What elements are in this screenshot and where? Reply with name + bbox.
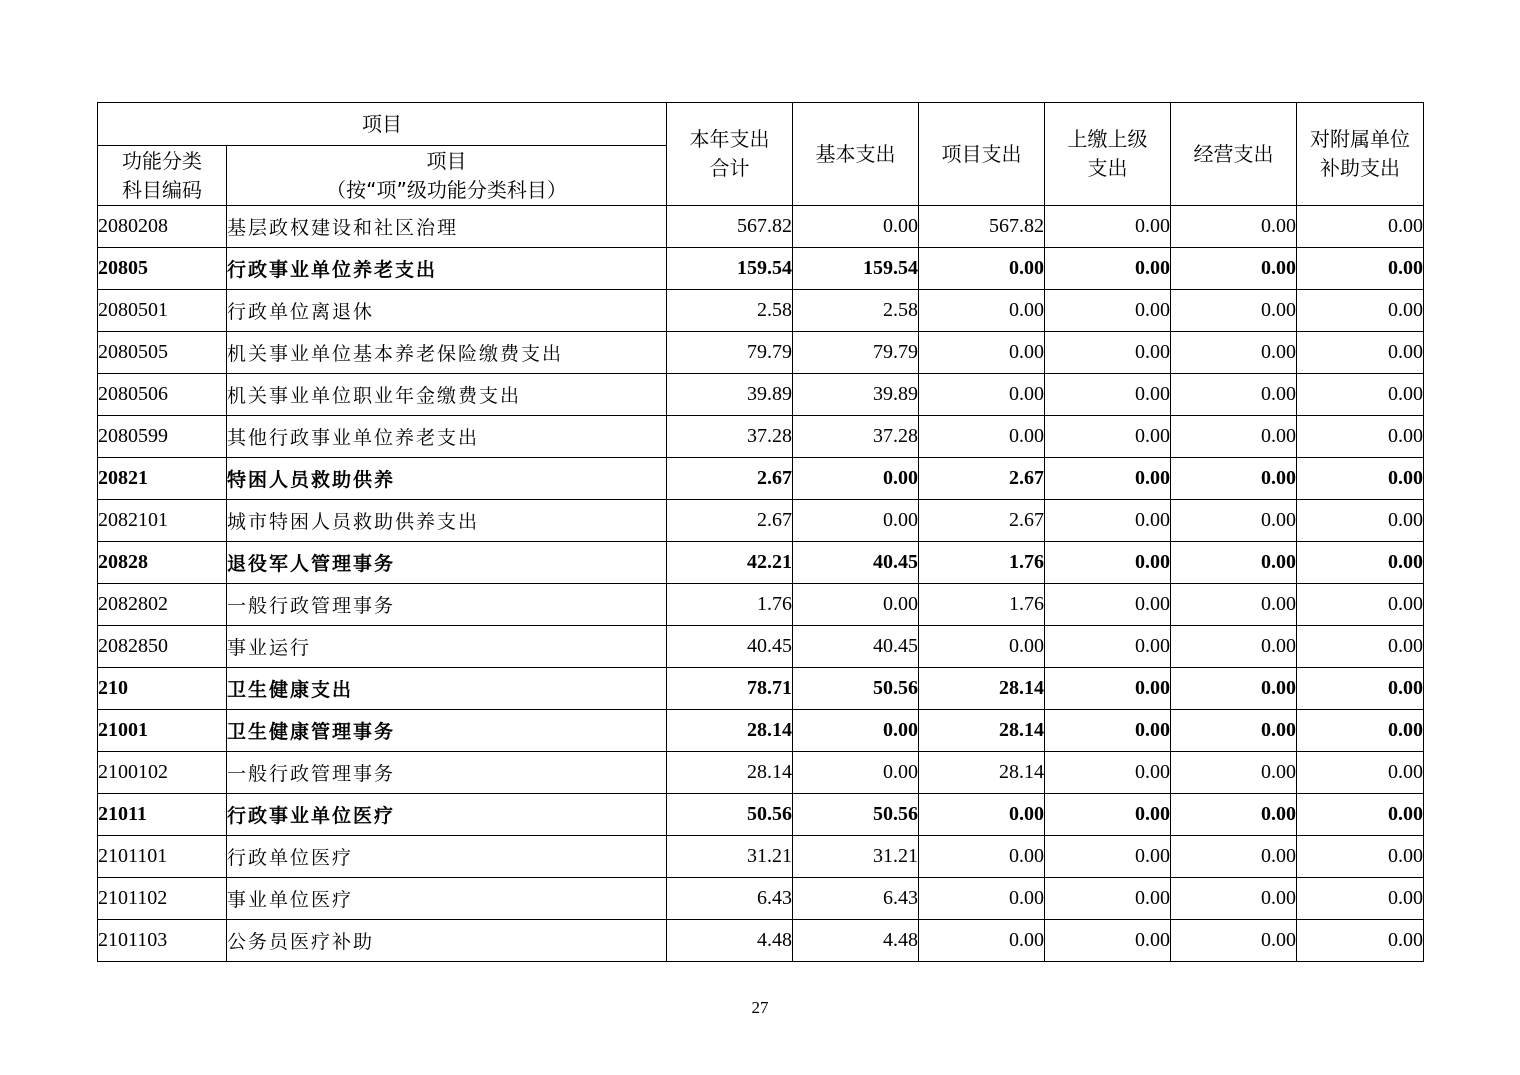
- table-row: [98, 458, 1424, 500]
- cell-name: 行政单位医疗: [227, 836, 667, 878]
- cell-basic: 2.58: [793, 290, 919, 332]
- cell-total: 28.14: [667, 710, 793, 752]
- cell-business: 0.00: [1171, 500, 1297, 542]
- cell-project: 0.00: [919, 290, 1045, 332]
- cell-basic: 79.79: [793, 332, 919, 374]
- cell-name: 一般行政管理事务: [227, 584, 667, 626]
- cell-code: 2080599: [98, 416, 227, 458]
- cell-upper: 0.00: [1045, 500, 1171, 542]
- cell-business: 0.00: [1171, 626, 1297, 668]
- cell-name: 城市特困人员救助供养支出: [227, 500, 667, 542]
- header-code: 功能分类 科目编码: [98, 146, 227, 206]
- cell-business: 0.00: [1171, 416, 1297, 458]
- cell-basic: 6.43: [793, 878, 919, 920]
- cell-code: 210: [98, 668, 227, 710]
- cell-upper: 0.00: [1045, 626, 1171, 668]
- cell-code: 2082802: [98, 584, 227, 626]
- cell-total: 6.43: [667, 878, 793, 920]
- cell-code: 2080505: [98, 332, 227, 374]
- table-row: [98, 290, 1424, 332]
- cell-subsidiary: 0.00: [1297, 248, 1424, 290]
- cell-code: 2080501: [98, 290, 227, 332]
- table-row: [98, 626, 1424, 668]
- header-subsidiary: 对附属单位 补助支出: [1297, 103, 1424, 206]
- cell-upper: 0.00: [1045, 752, 1171, 794]
- cell-name: 机关事业单位职业年金缴费支出: [227, 374, 667, 416]
- table-row: [98, 542, 1424, 584]
- cell-subsidiary: 0.00: [1297, 668, 1424, 710]
- header-upper: 上缴上级 支出: [1045, 103, 1171, 206]
- table-row: [98, 416, 1424, 458]
- cell-subsidiary: 0.00: [1297, 584, 1424, 626]
- header-business: 经营支出: [1171, 103, 1297, 206]
- cell-subsidiary: 0.00: [1297, 458, 1424, 500]
- table-row: [98, 794, 1424, 836]
- cell-subsidiary: 0.00: [1297, 794, 1424, 836]
- cell-total: 79.79: [667, 332, 793, 374]
- cell-business: 0.00: [1171, 752, 1297, 794]
- table-row: [98, 584, 1424, 626]
- cell-subsidiary: 0.00: [1297, 626, 1424, 668]
- cell-basic: 0.00: [793, 584, 919, 626]
- cell-name: 其他行政事业单位养老支出: [227, 416, 667, 458]
- cell-total: 159.54: [667, 248, 793, 290]
- cell-code: 21001: [98, 710, 227, 752]
- cell-name: 行政事业单位养老支出: [227, 248, 667, 290]
- expenditure-table: [97, 102, 1424, 962]
- cell-code: 2101101: [98, 836, 227, 878]
- cell-basic: 159.54: [793, 248, 919, 290]
- cell-upper: 0.00: [1045, 458, 1171, 500]
- cell-basic: 40.45: [793, 542, 919, 584]
- cell-total: 2.67: [667, 500, 793, 542]
- cell-project: 567.82: [919, 206, 1045, 248]
- cell-basic: 50.56: [793, 668, 919, 710]
- table-row: [98, 248, 1424, 290]
- cell-total: 37.28: [667, 416, 793, 458]
- cell-name: 事业运行: [227, 626, 667, 668]
- cell-name: 退役军人管理事务: [227, 542, 667, 584]
- cell-business: 0.00: [1171, 374, 1297, 416]
- cell-project: 0.00: [919, 794, 1045, 836]
- cell-code: 2100102: [98, 752, 227, 794]
- cell-code: 2082850: [98, 626, 227, 668]
- cell-business: 0.00: [1171, 290, 1297, 332]
- cell-project: 1.76: [919, 584, 1045, 626]
- cell-basic: 37.28: [793, 416, 919, 458]
- cell-total: 567.82: [667, 206, 793, 248]
- cell-basic: 0.00: [793, 710, 919, 752]
- cell-business: 0.00: [1171, 248, 1297, 290]
- cell-code: 21011: [98, 794, 227, 836]
- table-row: [98, 752, 1424, 794]
- table-row: [98, 206, 1424, 248]
- table-row: [98, 500, 1424, 542]
- cell-total: 39.89: [667, 374, 793, 416]
- cell-business: 0.00: [1171, 584, 1297, 626]
- cell-name: 卫生健康管理事务: [227, 710, 667, 752]
- cell-project: 28.14: [919, 752, 1045, 794]
- cell-project: 0.00: [919, 920, 1045, 962]
- table-row: [98, 710, 1424, 752]
- cell-subsidiary: 0.00: [1297, 374, 1424, 416]
- cell-total: 2.58: [667, 290, 793, 332]
- page-number: 27: [751, 998, 769, 1017]
- cell-project: 28.14: [919, 710, 1045, 752]
- cell-subsidiary: 0.00: [1297, 290, 1424, 332]
- cell-business: 0.00: [1171, 794, 1297, 836]
- cell-project: 0.00: [919, 626, 1045, 668]
- cell-upper: 0.00: [1045, 374, 1171, 416]
- cell-subsidiary: 0.00: [1297, 416, 1424, 458]
- cell-business: 0.00: [1171, 920, 1297, 962]
- cell-subsidiary: 0.00: [1297, 206, 1424, 248]
- cell-total: 1.76: [667, 584, 793, 626]
- cell-upper: 0.00: [1045, 290, 1171, 332]
- cell-upper: 0.00: [1045, 332, 1171, 374]
- header-project: 项目支出: [919, 103, 1045, 206]
- cell-project: 0.00: [919, 374, 1045, 416]
- table-row: [98, 374, 1424, 416]
- cell-code: 20828: [98, 542, 227, 584]
- cell-project: 0.00: [919, 878, 1045, 920]
- header-basic: 基本支出: [793, 103, 919, 206]
- cell-name: 卫生健康支出: [227, 668, 667, 710]
- cell-code: 2101103: [98, 920, 227, 962]
- cell-business: 0.00: [1171, 458, 1297, 500]
- cell-upper: 0.00: [1045, 836, 1171, 878]
- cell-code: 2080506: [98, 374, 227, 416]
- cell-upper: 0.00: [1045, 710, 1171, 752]
- cell-name: 机关事业单位基本养老保险缴费支出: [227, 332, 667, 374]
- cell-project: 2.67: [919, 500, 1045, 542]
- cell-upper: 0.00: [1045, 878, 1171, 920]
- cell-basic: 0.00: [793, 206, 919, 248]
- table-row: [98, 332, 1424, 374]
- cell-project: 0.00: [919, 332, 1045, 374]
- cell-name: 公务员医疗补助: [227, 920, 667, 962]
- cell-basic: 39.89: [793, 374, 919, 416]
- cell-business: 0.00: [1171, 668, 1297, 710]
- cell-basic: 0.00: [793, 458, 919, 500]
- cell-total: 2.67: [667, 458, 793, 500]
- table-row: [98, 836, 1424, 878]
- cell-code: 2080208: [98, 206, 227, 248]
- cell-name: 基层政权建设和社区治理: [227, 206, 667, 248]
- cell-name: 事业单位医疗: [227, 878, 667, 920]
- cell-basic: 50.56: [793, 794, 919, 836]
- header-name: 项目 （按“项”级功能分类科目）: [227, 146, 667, 206]
- cell-project: 1.76: [919, 542, 1045, 584]
- cell-basic: 40.45: [793, 626, 919, 668]
- cell-total: 40.45: [667, 626, 793, 668]
- header-item-group: 项目: [98, 103, 667, 146]
- table-row: [98, 668, 1424, 710]
- cell-name: 行政单位离退休: [227, 290, 667, 332]
- cell-name: 行政事业单位医疗: [227, 794, 667, 836]
- cell-upper: 0.00: [1045, 920, 1171, 962]
- cell-project: 0.00: [919, 248, 1045, 290]
- cell-subsidiary: 0.00: [1297, 752, 1424, 794]
- cell-name: 一般行政管理事务: [227, 752, 667, 794]
- cell-basic: 0.00: [793, 500, 919, 542]
- cell-business: 0.00: [1171, 836, 1297, 878]
- cell-basic: 0.00: [793, 752, 919, 794]
- cell-business: 0.00: [1171, 542, 1297, 584]
- cell-subsidiary: 0.00: [1297, 878, 1424, 920]
- cell-upper: 0.00: [1045, 668, 1171, 710]
- cell-basic: 31.21: [793, 836, 919, 878]
- cell-subsidiary: 0.00: [1297, 836, 1424, 878]
- cell-total: 42.21: [667, 542, 793, 584]
- cell-subsidiary: 0.00: [1297, 332, 1424, 374]
- cell-subsidiary: 0.00: [1297, 920, 1424, 962]
- cell-subsidiary: 0.00: [1297, 542, 1424, 584]
- table-header: [98, 103, 1424, 206]
- cell-total: 31.21: [667, 836, 793, 878]
- cell-project: 0.00: [919, 836, 1045, 878]
- cell-business: 0.00: [1171, 206, 1297, 248]
- cell-code: 20821: [98, 458, 227, 500]
- table-body: [98, 206, 1424, 962]
- table-row: [98, 920, 1424, 962]
- cell-business: 0.00: [1171, 710, 1297, 752]
- cell-upper: 0.00: [1045, 248, 1171, 290]
- cell-business: 0.00: [1171, 332, 1297, 374]
- cell-total: 78.71: [667, 668, 793, 710]
- cell-subsidiary: 0.00: [1297, 500, 1424, 542]
- cell-upper: 0.00: [1045, 416, 1171, 458]
- header-total: 本年支出 合计: [667, 103, 793, 206]
- cell-total: 28.14: [667, 752, 793, 794]
- cell-subsidiary: 0.00: [1297, 710, 1424, 752]
- cell-project: 2.67: [919, 458, 1045, 500]
- cell-code: 2101102: [98, 878, 227, 920]
- cell-upper: 0.00: [1045, 542, 1171, 584]
- cell-project: 28.14: [919, 668, 1045, 710]
- cell-code: 20805: [98, 248, 227, 290]
- cell-name: 特困人员救助供养: [227, 458, 667, 500]
- cell-total: 50.56: [667, 794, 793, 836]
- cell-basic: 4.48: [793, 920, 919, 962]
- cell-code: 2082101: [98, 500, 227, 542]
- cell-total: 4.48: [667, 920, 793, 962]
- cell-business: 0.00: [1171, 878, 1297, 920]
- cell-upper: 0.00: [1045, 794, 1171, 836]
- cell-upper: 0.00: [1045, 206, 1171, 248]
- table-row: [98, 878, 1424, 920]
- cell-upper: 0.00: [1045, 584, 1171, 626]
- cell-project: 0.00: [919, 416, 1045, 458]
